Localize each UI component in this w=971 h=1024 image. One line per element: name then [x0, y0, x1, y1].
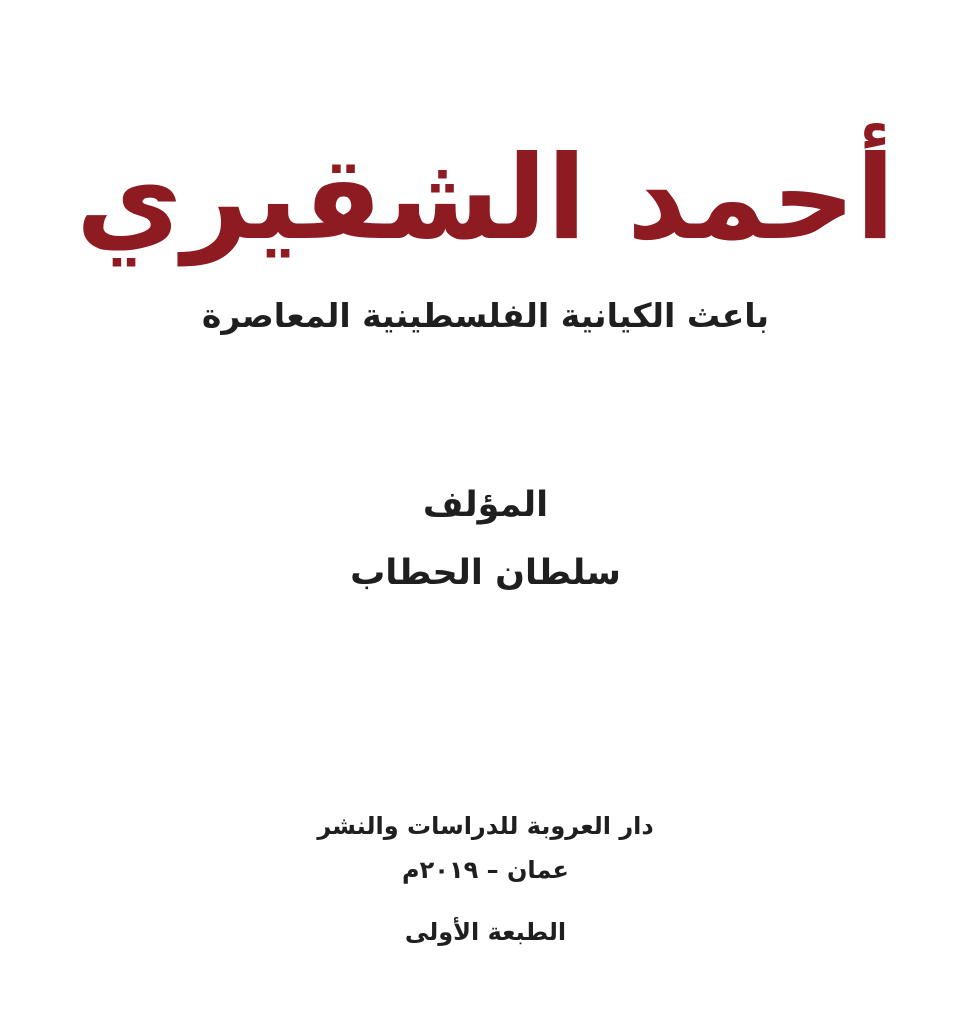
publisher-place-year: عمان – ٢٠١٩م	[402, 856, 569, 884]
edition-statement: الطبعة الأولى	[404, 918, 567, 946]
author-block	[0, 485, 971, 593]
title-block	[0, 128, 971, 335]
author-label: المؤلف	[422, 484, 549, 525]
publisher-name: دار العروبة للدراسات والنشر	[317, 812, 654, 840]
page-subtitle: باعث الكيانية الفلسطينية المعاصرة	[201, 295, 770, 335]
page-title: أحمد الشقيري	[75, 131, 896, 266]
publisher-block	[0, 812, 971, 946]
author-name: سلطان الحطاب	[350, 552, 621, 593]
